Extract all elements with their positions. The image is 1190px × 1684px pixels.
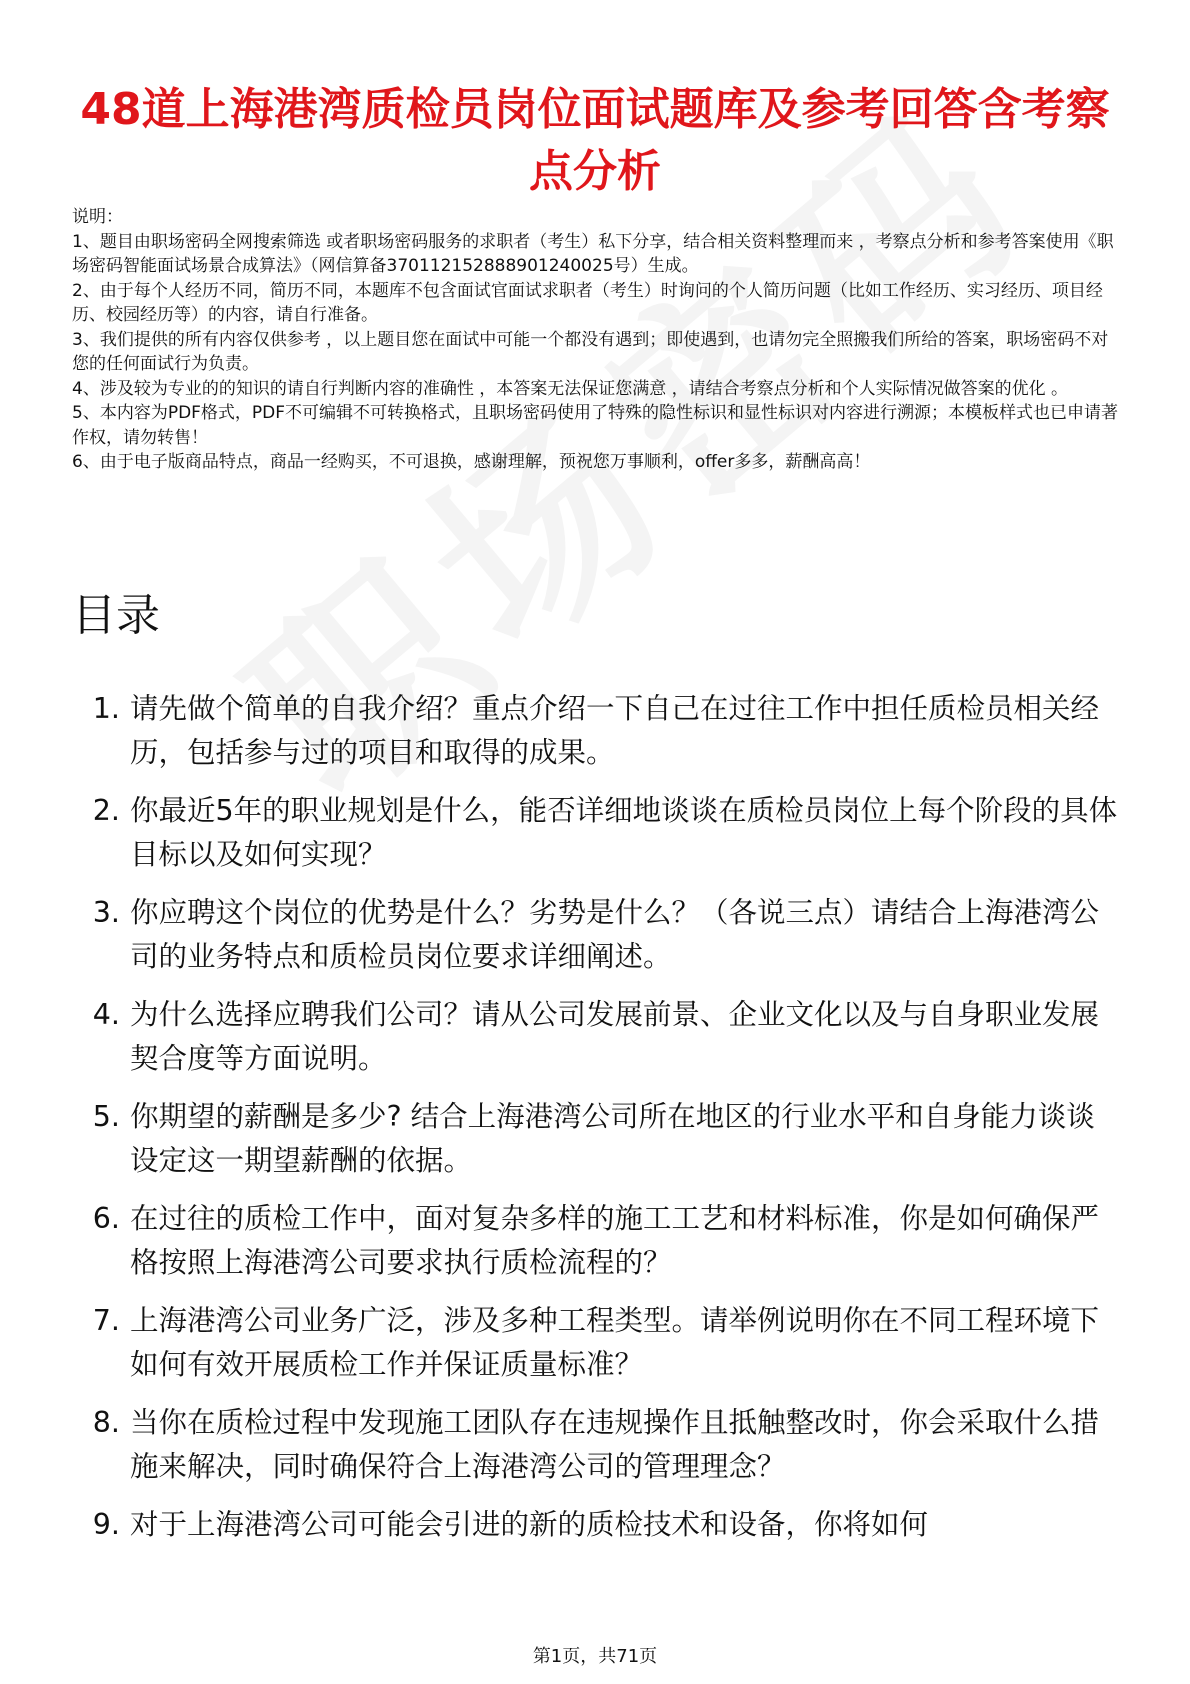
toc-item-text: 对于上海港湾公司可能会引进的新的质检技术和设备，你将如何	[130, 1508, 929, 1541]
note-item: 4、涉及较为专业的的知识的请自行判断内容的准确性 ，本答案无法保证您满意 ，请结合考察点分析和个人实际情况做答案的优化 。	[72, 378, 1069, 399]
toc-list	[72, 687, 1122, 1561]
toc-item[interactable]	[72, 993, 1122, 1081]
toc-item[interactable]	[72, 1299, 1122, 1387]
toc-item-number: 8.	[92, 1406, 120, 1439]
toc-heading: 目录	[72, 590, 160, 641]
toc-item-number: 9.	[92, 1508, 120, 1541]
toc-item[interactable]	[72, 789, 1122, 877]
toc-item-text: 为什么选择应聘我们公司？请从公司发展前景、企业文化以及与自身职业发展契合度等方面说明。	[130, 998, 1100, 1075]
note-item: 3、我们提供的所有内容仅供参考 ，以上题目您在面试中可能一个都没有遇到；即使遇到，也请勿完全照搬我们所给的答案，职场密码不对您的任何面试行为负责。	[72, 329, 1109, 374]
toc-item[interactable]	[72, 1503, 1122, 1547]
toc-item-number: 1.	[92, 692, 120, 725]
toc-item[interactable]	[72, 891, 1122, 979]
toc-item[interactable]	[72, 687, 1122, 775]
notes-section	[72, 205, 1122, 475]
toc-item[interactable]	[72, 1095, 1122, 1183]
note-item: 1、题目由职场密码全网搜索筛选 或者职场密码服务的求职者（考生）私下分享，结合相关资料整理而来 ，考察点分析和参考答案使用《职场密码智能面试场景合成算法》（网信算备370112152888901240025号）生成。	[72, 231, 1114, 276]
toc-item[interactable]	[72, 1197, 1122, 1285]
toc-item-text: 当你在质检过程中发现施工团队存在违规操作且抵触整改时，你会采取什么措施来解决，同时确保符合上海港湾公司的管理理念？	[130, 1406, 1100, 1483]
note-item: 5、本内容为PDF格式，PDF不可编辑不可转换格式，且职场密码使用了特殊的隐性标识和显性标识对内容进行溯源；本模板样式也已申请著作权，请勿转售！	[72, 403, 1119, 448]
toc-item-text: 在过往的质检工作中，面对复杂多样的施工工艺和材料标准，你是如何确保严格按照上海港湾公司要求执行质检流程的？	[130, 1202, 1100, 1279]
toc-item-number: 3.	[92, 896, 120, 929]
toc-item-number: 4.	[92, 998, 120, 1031]
toc-item-text: 你期望的薪酬是多少? 结合上海港湾公司所在地区的行业水平和自身能力谈谈设定这一期望薪酬的依据。	[130, 1100, 1095, 1177]
page-number: 第1页，共71页	[532, 1646, 658, 1667]
notes-heading: 说明：	[72, 207, 123, 227]
toc-item-text: 你最近5年的职业规划是什么，能否详细地谈谈在质检员岗位上每个阶段的具体目标以及如何实现？	[130, 794, 1118, 871]
toc-item[interactable]	[72, 1401, 1122, 1489]
toc-item-number: 7.	[92, 1304, 120, 1337]
toc-item-text: 请先做个简单的自我介绍？重点介绍一下自己在过往工作中担任质检员相关经历，包括参与过的项目和取得的成果。	[130, 692, 1100, 769]
toc-item-number: 6.	[92, 1202, 120, 1235]
toc-item-number: 5.	[92, 1100, 120, 1133]
toc-item-number: 2.	[92, 794, 120, 827]
note-item: 2、由于每个人经历不同，简历不同，本题库不包含面试官面试求职者（考生）时询问的个人简历问题（比如工作经历、实习经历、项目经历、校园经历等）的内容，请自行准备。	[72, 280, 1103, 325]
page-title: 48道上海港湾质检员岗位面试题库及参考回答含考察点分析	[80, 84, 1110, 198]
note-item: 6、由于电子版商品特点，商品一经购买，不可退换，感谢理解，预祝您万事顺利，offer多多，薪酬高高！	[72, 452, 871, 472]
toc-item-text: 上海港湾公司业务广泛，涉及多种工程类型。请举例说明你在不同工程环境下如何有效开展质检工作并保证质量标准？	[130, 1304, 1100, 1381]
toc-item-text: 你应聘这个岗位的优势是什么？劣势是什么？（各说三点）请结合上海港湾公司的业务特点和质检员岗位要求详细阐述。	[130, 896, 1100, 973]
